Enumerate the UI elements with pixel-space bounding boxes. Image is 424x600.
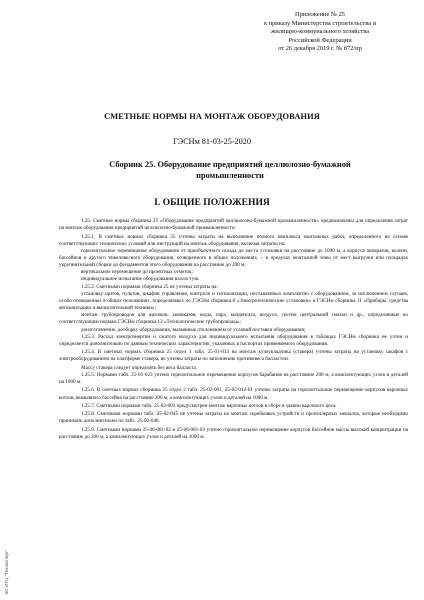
paragraph: 1.25.3. Расход электроэнергии и сжатого воздуха для индивидуального испытания оборудования в таблицах ГЭСНм сборника не учтен и определяется дополнительно по данным технических характеристик, указанных в паспортах применяемого оборудования. — [59, 333, 408, 347]
paragraph: Массу стакера следует определять без веса балласта. — [81, 364, 198, 371]
paragraph: 1.25. Сметные нормы сборника 25 «Оборудование предприятий целлюлозно-бумажной промышленности» предназначены для определения затрат на монтаж оборудования предприятий целлюлозно-бумажной промышленности. — [59, 218, 408, 232]
appendix-line: к приказу Министерства строительства и — [263, 19, 377, 27]
paragraph: 1.25.2. Сметными нормами сборника 25 не учтены затраты на: — [81, 283, 218, 290]
paragraph: 1.25.8. Сметными нормами табл. 25-02-045 не учтены затраты на монтаж скребковых устройств и пропеллерных мешалок, которые необходимо принимать дополнительно по табл. 25-02-046. — [59, 411, 408, 425]
document-body — [59, 218, 408, 441]
watermark — [4, 530, 14, 600]
paragraph: 1.25.1. В сметных нормах сборника 25 учтены затраты на выполнение полного комплекса монтажных работ, определенного на основе соответствующих технических условий или инструкций на монтаж оборудования, включая затраты на: — [59, 233, 408, 247]
paragraph: монтаж трубопроводов для щелоков, химикатов, воды, пара, конденсата, воздуха, систем центральной смазки и др., определяемые по соответствующим нормам ГЭСНм сборника 12 «Технологические трубопроводы»; — [59, 312, 408, 326]
appendix-header — [220, 11, 420, 54]
main-title: СМЕТНЫЕ НОРМЫ НА МОНТАЖ ОБОРУДОВАНИЯ — [104, 112, 320, 121]
appendix-line: Российской Федерации — [288, 36, 352, 44]
paragraph: 1.25.6. В сметных нормах сборника 25 отдел 2 табл. 25-02-001, 25-02-012-01 учтены затраты на горизонтальное перемещение корпусов варочных котлов, вымывного бассейна на расстояние 200 м, а комплектующих узлов и деталей на 1000 м. — [59, 387, 408, 401]
norm-code: ГЭСНм 81-03-25-2020 — [173, 137, 251, 146]
appendix-line: Приложение № 25 — [295, 11, 345, 18]
watermark-text: ЭС ИТЦ "Техэксперт" — [4, 549, 9, 595]
paragraph: 1.25.5. Нормами табл. 25-01-023 учтено горизонтальное перемещение корпусов барабанов на расстояние 200 м, а комплектующих узлов и деталей на 1000 м. — [59, 371, 408, 385]
paragraph: индивидуальное испытание оборудования вхолостую. — [81, 276, 200, 283]
appendix-line: от 26 декабря 2019 г. № 872/пр — [278, 45, 362, 53]
paragraph: доизготовление, дооборку оборудования, вызванные отклонением от условий поставки оборудования; — [81, 326, 306, 333]
paragraph: 1.25.7. Сметными нормами табл. 25-02-001 предусмотрен монтаж варочных котлов в сборе в здании варочного цеха. — [81, 402, 337, 409]
appendix-line: жилищно-коммунального хозяйства — [271, 28, 369, 36]
paragraph: 1.25.9. Сметными нормами 25-06-001-02 и 25-06-001-03 учтено горизонтальное перемещение корпусов бассейнов массы высокой концентрации на расстояние до 200 м, а комплектующих узлов и деталей на 1000 м. — [59, 426, 408, 440]
paragraph: установку щитов, пультов, шкафов управления, контроля и сигнализации, поставляемых комплектно с оборудованием, за исключением случаев, особо оговоренных в общих положениях, определяемых по ГЭСНм сборника 8 «Электротехнические установки» и ГЭСНм сборника 11 «Приборы, средства автоматизации и вычислительной техники»; — [59, 290, 408, 312]
paragraph: 1.25.4. В сметных нормах сборника 25 отдел 1 табл. 25-01-013 на монтаж кучеукладчика (стакера) учтены затраты на установку шкафов с электрооборудованием на платформе стакера, не учтены затраты по заполнению противовеса балластом. — [59, 349, 408, 363]
paragraph: горизонтальное перемещение оборудования от приобъектного склада до места установки на расстояние до 1000 м, а корпуса аппаратов, колени, бассейнов и другого тяжеловесного оборудования, оговоренного в общих положениях, – в пределах монтажной зоны от мест выгрузки или площадок укрупнительной сборки до фундаментов этого оборудования на расстояние до 200 м; — [59, 247, 408, 269]
paragraph: вертикальное перемещение до проектных отметок; — [81, 269, 193, 276]
section-title: I. ОБЩИЕ ПОЛОЖЕНИЯ — [154, 197, 270, 208]
collection-title: Сборник 25. Оборудование предприятий целлюлозно-бумажной промышленности — [109, 160, 351, 180]
